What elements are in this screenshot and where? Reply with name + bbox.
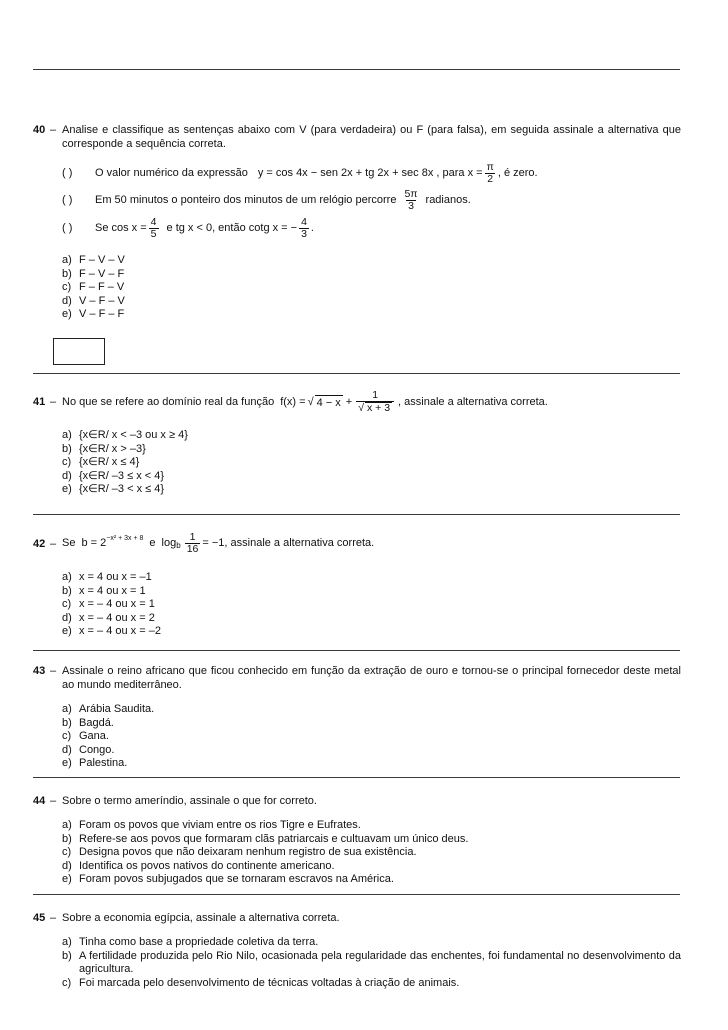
fraction [185, 532, 201, 555]
statement-suffix: radianos. [425, 194, 471, 206]
statement-text: O valor numérico da expressão [95, 167, 248, 179]
option-letter: b) [62, 267, 72, 280]
question-text: Sobre o termo ameríndio, assinale o que for correto. [62, 795, 317, 807]
option-letter: e) [62, 873, 72, 885]
statement-middle: e tg x < 0, então cotg x = − [166, 222, 298, 234]
option-letter: a) [62, 571, 72, 583]
question-number: 40 [33, 124, 46, 136]
question-dash: – [50, 795, 57, 807]
fraction-denominator [356, 401, 394, 414]
question-text: Sobre a economia egípcia, assinale a alternativa correta. [62, 912, 340, 924]
fraction [485, 162, 496, 185]
statement-text: Se cos x = [95, 222, 147, 234]
base-expression: b = 2 [81, 537, 107, 549]
divider-q40-q41 [33, 373, 680, 374]
option-text: Tinha como base a propriedade coletiva da terra. [79, 936, 319, 948]
answer-box[interactable] [53, 338, 105, 365]
option-text: {x∈R/ x ≤ 4} [79, 456, 140, 468]
question-dash: – [50, 912, 57, 924]
option-letter: d) [62, 743, 72, 756]
fraction-denominator: 16 [186, 542, 199, 555]
sqrt-symbol: √ [307, 396, 314, 408]
question-number: 45 [33, 912, 46, 924]
option-e[interactable] [62, 308, 681, 322]
answer-paren[interactable]: ( ) [62, 222, 73, 234]
option-a[interactable] [62, 254, 681, 268]
option-text: Bagdá. [79, 716, 114, 729]
question-40 [33, 123, 681, 322]
fraction-denominator: 2 [487, 172, 494, 185]
option-letter: b) [62, 584, 72, 597]
option-text: {x∈R/ x > –3} [79, 442, 146, 455]
option-letter: c) [62, 598, 72, 610]
option-a[interactable] [62, 703, 681, 717]
option-letter: c) [62, 456, 72, 468]
option-letter: d) [62, 469, 72, 482]
option-text: x = – 4 ou x = 2 [79, 611, 155, 624]
statement-suffix: , é zero. [497, 167, 538, 179]
sqrt-symbol: √ [358, 402, 364, 414]
question-dash: – [50, 396, 57, 408]
option-text: Congo. [79, 743, 115, 756]
option-text: {x∈R/ –3 ≤ x < 4} [79, 469, 165, 482]
option-letter: d) [62, 611, 72, 624]
divider-q43-q44 [33, 777, 680, 778]
option-text: x = 4 ou x = 1 [79, 584, 146, 597]
option-text: x = – 4 ou x = –2 [79, 625, 161, 637]
question-dash: – [50, 538, 57, 550]
option-letter: e) [62, 625, 72, 637]
option-letter: a) [62, 429, 72, 441]
option-letter: b) [62, 716, 72, 729]
option-letter: b) [62, 832, 72, 845]
question-44 [33, 794, 681, 887]
answer-paren[interactable]: ( ) [62, 194, 73, 206]
option-d[interactable] [62, 860, 681, 874]
option-text: Foram os povos que viviam entre os rios Tigre e Eufrates. [79, 819, 361, 831]
option-e[interactable] [62, 483, 681, 497]
option-text: Foi marcada pelo desenvolvimento de técnicas voltadas à criação de animais. [79, 976, 460, 989]
option-letter: e) [62, 757, 72, 769]
options-list [33, 254, 681, 322]
fraction [402, 189, 419, 212]
fraction-numerator: 4 [150, 215, 157, 228]
statement-1 [33, 161, 681, 185]
option-text: {x∈R/ x < –3 ou x ≥ 4} [79, 429, 188, 441]
option-text: Refere-se aos povos que formaram clãs patriarcais e cultuavam um único deus. [79, 832, 469, 845]
options-list [33, 429, 681, 497]
option-text: {x∈R/ –3 < x ≤ 4} [79, 483, 165, 495]
option-text: x = 4 ou x = –1 [79, 571, 152, 583]
fraction-numerator: 5π [404, 187, 418, 200]
question-text: Analise e classifique as sentenças abaixo com V (para verdadeira) ou F (para falsa), em seguida assinale a alternativa que corresponde a sequência correta. [62, 124, 681, 150]
fraction [149, 217, 159, 240]
option-letter: c) [62, 281, 72, 293]
log-label: log [161, 537, 177, 549]
function-label: f(x) = [280, 396, 306, 408]
option-text: V – F – F [79, 308, 125, 320]
option-letter: a) [62, 819, 72, 831]
conjunction: e [149, 537, 156, 549]
statement-suffix: . [310, 222, 314, 234]
option-letter: c) [62, 846, 72, 858]
question-dash: – [50, 665, 57, 677]
option-d[interactable] [62, 295, 681, 309]
option-letter: c) [62, 730, 72, 742]
option-text: Designa povos que não deixaram nenhum registro de sua existência. [79, 846, 417, 858]
option-a[interactable] [62, 936, 681, 950]
sqrt-radicand: 4 − x [316, 396, 341, 409]
question-40-header [33, 123, 681, 151]
option-b[interactable] [62, 585, 681, 599]
options-list [33, 571, 681, 639]
question-dash: – [50, 124, 57, 136]
question-43-header [33, 664, 681, 692]
option-letter: a) [62, 703, 72, 715]
option-b[interactable] [62, 950, 681, 977]
question-text: No que se refere ao domínio real da função [62, 396, 275, 408]
option-letter: b) [62, 949, 72, 962]
sqrt-radicand: x + 3 [366, 402, 391, 414]
question-41-header [33, 387, 681, 417]
option-e[interactable] [62, 757, 681, 771]
log-base: b [176, 541, 181, 550]
fraction-denominator: 5 [150, 227, 157, 240]
question-number: 41 [33, 396, 46, 408]
fraction-numerator: 1 [372, 389, 379, 401]
statement-3 [33, 216, 681, 240]
option-a[interactable] [62, 819, 681, 833]
question-41 [33, 387, 681, 497]
option-c[interactable] [62, 456, 681, 470]
equation-rhs: = −1 [202, 537, 225, 549]
statement-expression: y = cos 4x − sen 2x + tg 2x + sec 8x , para x = [257, 167, 483, 179]
option-letter: d) [62, 859, 72, 872]
question-42-header [33, 527, 681, 559]
fraction-numerator: 4 [301, 215, 307, 228]
option-d[interactable] [62, 744, 681, 758]
option-text: A fertilidade produzida pelo Rio Nilo, ocasionada pela regularidade das enchentes, foi fundamental no desenvolvimento da agricultura. [79, 949, 681, 975]
options-list [33, 703, 681, 771]
option-letter: c) [62, 976, 72, 989]
option-c[interactable] [62, 730, 681, 744]
option-d[interactable] [62, 612, 681, 626]
fraction-denominator: 3 [301, 227, 307, 240]
plus-sign: + [345, 396, 353, 408]
option-text: Gana. [79, 730, 109, 742]
option-text: V – F – V [79, 294, 125, 307]
option-c[interactable] [62, 281, 681, 295]
question-number: 44 [33, 795, 46, 807]
option-b[interactable] [62, 443, 681, 457]
option-letter: a) [62, 254, 72, 266]
option-b[interactable] [62, 717, 681, 731]
fraction-numerator: 1 [189, 530, 196, 543]
question-number: 43 [33, 665, 46, 677]
question-number: 42 [33, 538, 46, 550]
top-divider [33, 69, 680, 70]
option-letter: b) [62, 442, 72, 455]
option-b[interactable] [62, 268, 681, 282]
option-text: Foram povos subjugados que se tornaram escravos na América. [79, 873, 394, 885]
option-text: x = – 4 ou x = 1 [79, 598, 155, 610]
question-text: Se [62, 537, 76, 549]
option-text: Arábia Saudita. [79, 703, 155, 715]
question-text: Assinale o reino africano que ficou conhecido em função da extração de ouro e tornou-se o principal fornecedor deste metal ao mundo mediterrâneo. [62, 665, 681, 691]
option-d[interactable] [62, 470, 681, 484]
option-c[interactable] [62, 598, 681, 612]
options-list [33, 936, 681, 990]
option-e[interactable] [62, 873, 681, 887]
question-42 [33, 527, 681, 639]
fraction [356, 390, 394, 414]
option-text: Palestina. [79, 757, 128, 769]
question-text-end: , assinale a alternativa correta. [224, 537, 375, 549]
option-a[interactable] [62, 429, 681, 443]
question-45-header [33, 911, 681, 925]
exponent: −x² + 3x + 8 [106, 535, 144, 542]
options-list [33, 819, 681, 887]
statement-2 [33, 188, 681, 212]
option-c[interactable] [62, 977, 681, 991]
statement-text: Em 50 minutos o ponteiro dos minutos de um relógio percorre [95, 194, 397, 206]
fraction-numerator: π [486, 160, 494, 173]
question-43 [33, 664, 681, 771]
option-e[interactable] [62, 625, 681, 639]
question-45 [33, 911, 681, 990]
option-text: F – V – V [79, 254, 125, 266]
divider-q41-q42 [33, 514, 680, 515]
option-text: F – V – F [79, 267, 125, 280]
option-a[interactable] [62, 571, 681, 585]
divider-q44-q45 [33, 894, 680, 895]
question-text-end: , assinale a alternativa correta. [398, 396, 548, 408]
option-c[interactable] [62, 846, 681, 860]
option-text: F – F – V [79, 281, 125, 293]
option-letter: e) [62, 483, 72, 495]
fraction-denominator: 3 [408, 199, 414, 212]
option-letter: e) [62, 308, 72, 320]
answer-paren[interactable]: ( ) [62, 167, 73, 179]
fraction [299, 217, 309, 240]
divider-q42-q43 [33, 650, 680, 651]
option-b[interactable] [62, 833, 681, 847]
option-text: Identifica os povos nativos do continente americano. [79, 859, 335, 872]
option-letter: a) [62, 936, 72, 948]
option-letter: d) [62, 294, 72, 307]
question-44-header [33, 794, 681, 808]
